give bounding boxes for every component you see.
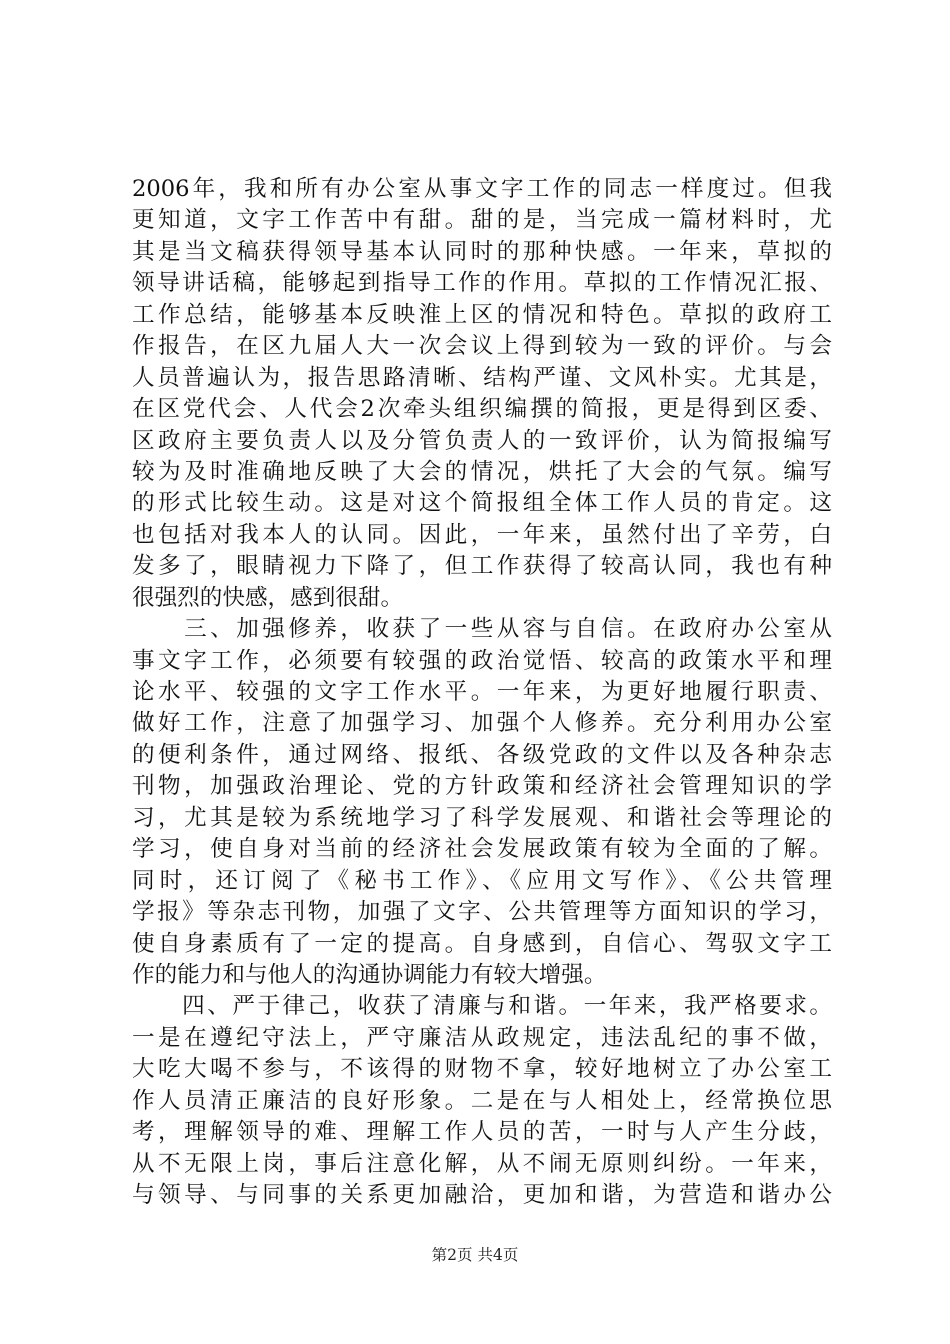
text-line: 从不无限上岗，事后注意化解，从不闹无原则纠纷。一年来， (132, 1150, 832, 1177)
text-line: 区政府主要负责人以及分管负责人的一致评价，认为简报编写 (132, 427, 832, 454)
text-line: 作的能力和与他人的沟通协调能力有较大增强。 (132, 961, 607, 988)
text-line: 事文字工作，必须要有较强的政治觉悟、较高的政策水平和理 (132, 647, 832, 674)
text-line: 的形式比较生动。这是对这个简报组全体工作人员的肯定。这 (132, 490, 832, 517)
text-line: 刊物，加强政治理论、党的方针政策和经济社会管理知识的学 (132, 773, 832, 800)
text-line: 论水平、较强的文字工作水平。一年来，为更好地履行职责、 (132, 679, 832, 705)
text-line: 更知道，文字工作苦中有甜。甜的是，当完成一篇材料时，尤 (132, 207, 832, 234)
text-line: 大吃大喝不参与，不该得的财物不拿，较好地树立了办公室工 (132, 1056, 832, 1083)
text-line: 的便利条件，通过网络、报纸、各级党政的文件以及各种杂志 (132, 741, 832, 768)
text-line: 在区党代会、人代会2次牵头组织编撰的简报，更是得到区委、 (132, 396, 832, 423)
text-line: 工作总结，能够基本反映淮上区的情况和特色。草拟的政府工 (132, 301, 832, 328)
text-line: 2006年，我和所有办公室从事文字工作的同志一样度过。但我 (132, 176, 832, 202)
text-line: 做好工作，注意了加强学习、加强个人修养。充分利用办公室 (132, 710, 832, 737)
text-line: 学报》等杂志刊物，加强了文字、公共管理等方面知识的学习， (132, 899, 832, 926)
text-line: 很强烈的快感，感到很甜。 (132, 584, 404, 611)
text-line: 考，理解领导的难、理解工作人员的苦，一时与人产生分歧， (132, 1119, 832, 1146)
text-line: 较为及时准确地反映了大会的情况，烘托了大会的气氛。编写 (132, 458, 832, 485)
text-line: 其是当文稿获得领导基本认同时的那种快感。一年来，草拟的 (132, 238, 832, 265)
text-line: 学习，使自身对当前的经济社会发展政策有较为全面的了解。 (132, 836, 832, 863)
body-text (132, 174, 832, 1211)
text-line: 一是在遵纪守法上，严守廉洁从政规定，违法乱纪的事不做， (132, 1024, 832, 1051)
text-line: 习，尤其是较为系统地学习了科学发展观、和谐社会等理论的 (132, 804, 832, 831)
text-line: 也包括对我本人的认同。因此，一年来，虽然付出了辛劳，白 (132, 521, 832, 548)
text-line: 领导讲话稿，能够起到指导工作的作用。草拟的工作情况汇报、 (132, 270, 832, 297)
text-line: 同时，还订阅了《秘书工作》、《应用文写作》、《公共管理 (132, 867, 832, 894)
text-line: 发多了，眼睛视力下降了，但工作获得了较高认同，我也有种 (132, 553, 832, 580)
text-line: 四、严于律己，收获了清廉与和谐。一年来，我严格要求。 (132, 993, 832, 1020)
page-footer: 第2页 共4页 (431, 1246, 519, 1264)
text-line: 作人员清正廉洁的良好形象。二是在与人相处上，经常换位思 (132, 1087, 832, 1114)
text-line: 使自身素质有了一定的提高。自身感到，自信心、驾驭文字工 (132, 930, 832, 957)
text-line: 三、加强修养，收获了一些从容与自信。在政府办公室从 (132, 616, 832, 643)
text-line: 作报告，在区九届人大一次会议上得到较为一致的评价。与会 (132, 333, 832, 360)
text-line: 人员普遍认为，报告思路清晰、结构严谨、文风朴实。尤其是， (132, 364, 832, 391)
text-line: 与领导、与同事的关系更加融洽，更加和谐，为营造和谐办公 (132, 1182, 832, 1208)
